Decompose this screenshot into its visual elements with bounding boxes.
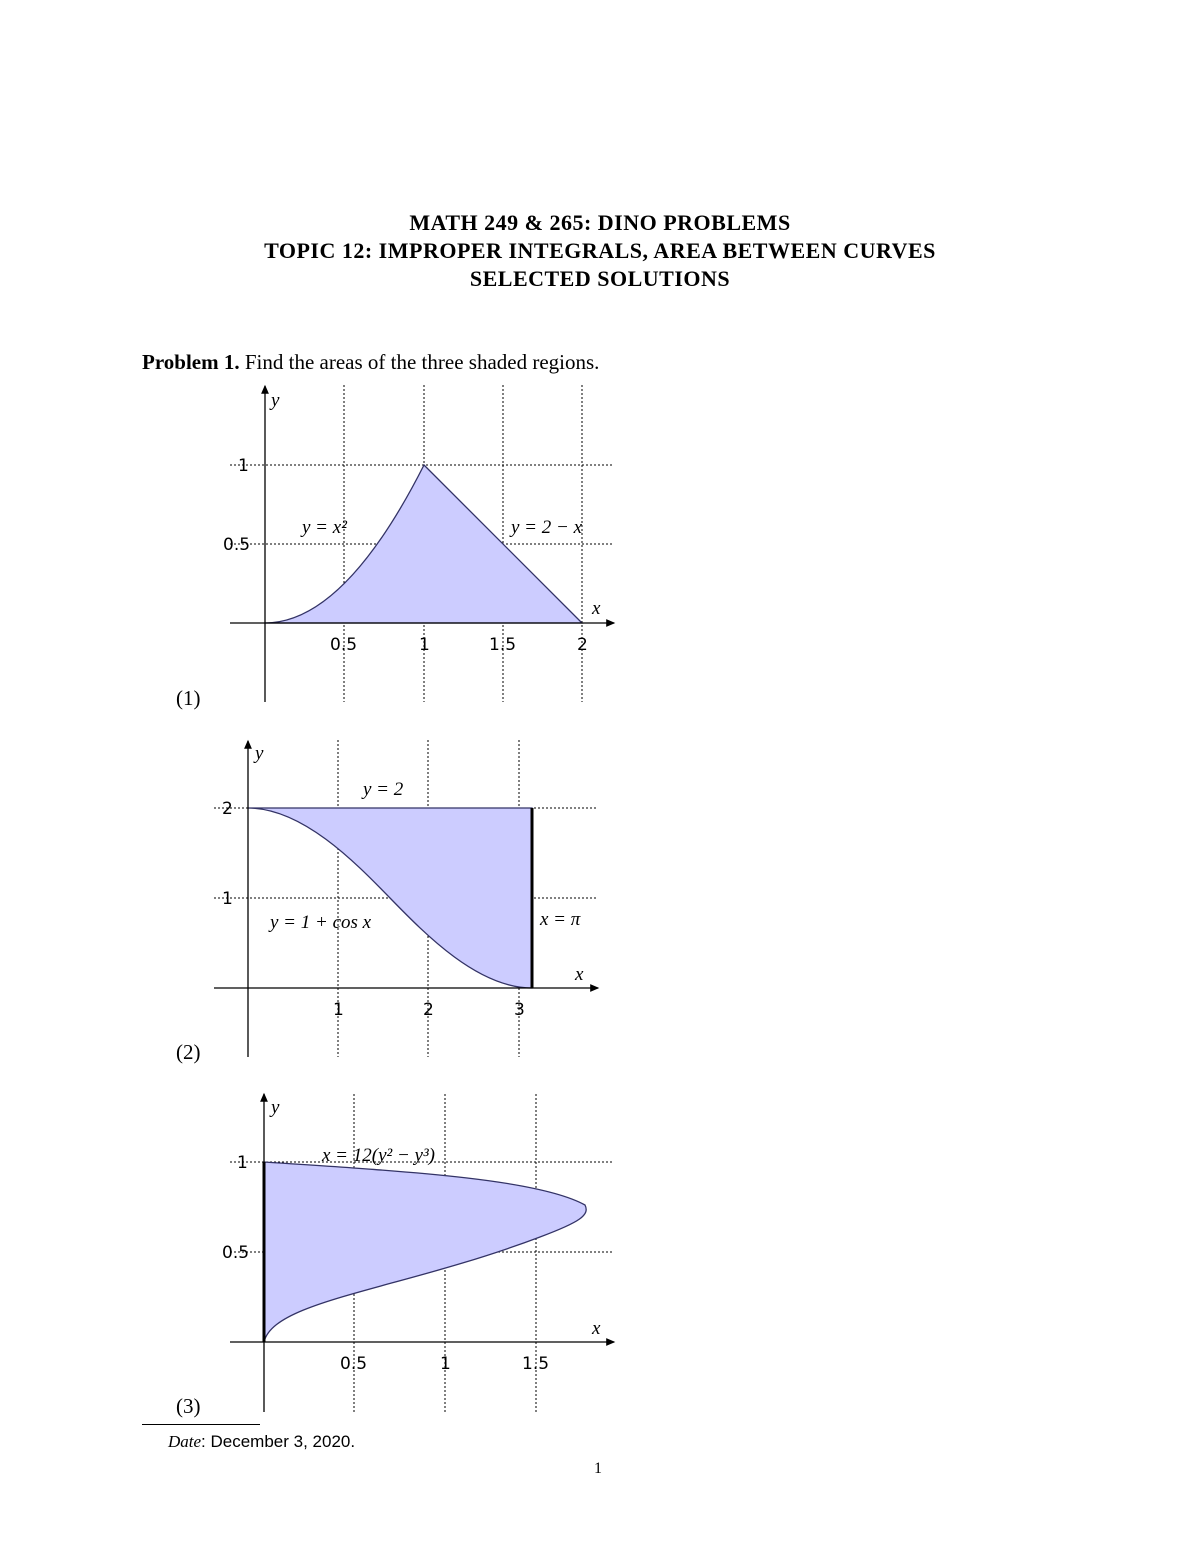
fig2-ytick-2: 2: [222, 799, 233, 819]
fig1-curve-label-parabola: y = x²: [302, 517, 347, 538]
fig2-curve-label-cos: y = 1 + cos x: [270, 912, 372, 933]
fig3-xtick-0.5: 0.5: [340, 1354, 368, 1374]
fig2-curve-label-x-pi: x = π: [540, 909, 581, 930]
fig1-xtick-0.5: 0.5: [330, 635, 358, 655]
footnote-label: Date: [168, 1432, 202, 1451]
fig1-label: (1): [176, 686, 201, 710]
problem-text: Find the areas of the three shaded regions.: [244, 350, 600, 374]
footnote-text: : December 3, 2020.: [201, 1432, 356, 1451]
fig1-ytick-0.5: 0.5: [223, 535, 251, 555]
fig2-xtick-3: 3: [514, 1000, 525, 1020]
fig2-label: (2): [176, 1040, 201, 1064]
fig1-y-axis-label: y: [271, 390, 280, 411]
fig2-xtick-1: 1: [333, 1000, 344, 1020]
doc-title-line1: MATH 249 & 265: DINO PROBLEMS: [409, 210, 791, 235]
figure-1: [223, 385, 614, 702]
doc-title-line2: TOPIC 12: IMPROPER INTEGRALS, AREA BETWEEN CURVES: [264, 238, 936, 263]
fig3-xtick-1.5: 1.5: [522, 1354, 550, 1374]
fig1-curve-label-line: y = 2 − x: [511, 517, 583, 538]
figure-3: [222, 1094, 614, 1412]
fig3-ytick-1: 1: [237, 1153, 248, 1173]
fig1-xtick-1: 1: [419, 635, 430, 655]
fig3-shaded-region: [264, 1162, 586, 1342]
fig1-xtick-2: 2: [577, 635, 588, 655]
fig3-ytick-0.5: 0.5: [222, 1243, 250, 1263]
fig1-x-axis-label: x: [592, 598, 601, 619]
problem-label: Problem 1.: [142, 350, 240, 374]
footnote-rule: [142, 1424, 260, 1425]
fig3-y-axis-label: y: [271, 1097, 280, 1118]
fig2-ytick-1: 1: [222, 889, 233, 909]
doc-title-line3: SELECTED SOLUTIONS: [469, 266, 731, 291]
fig3-x-axis-label: x: [592, 1318, 601, 1339]
fig3-xtick-1: 1: [440, 1354, 451, 1374]
fig2-xtick-2: 2: [423, 1000, 434, 1020]
fig3-label: (3): [176, 1394, 201, 1418]
fig1-xtick-1.5: 1.5: [489, 635, 517, 655]
fig1-ytick-1: 1: [238, 456, 249, 476]
page-number: 1: [594, 1460, 602, 1477]
figure-2: [214, 740, 598, 1057]
footnote: [168, 1432, 355, 1452]
fig2-y-axis-label: y: [255, 743, 264, 764]
fig3-curve-label: x = 12(y² − y³): [322, 1145, 435, 1166]
fig2-x-axis-label: x: [575, 964, 584, 985]
fig2-curve-label-y2: y = 2: [363, 779, 404, 800]
